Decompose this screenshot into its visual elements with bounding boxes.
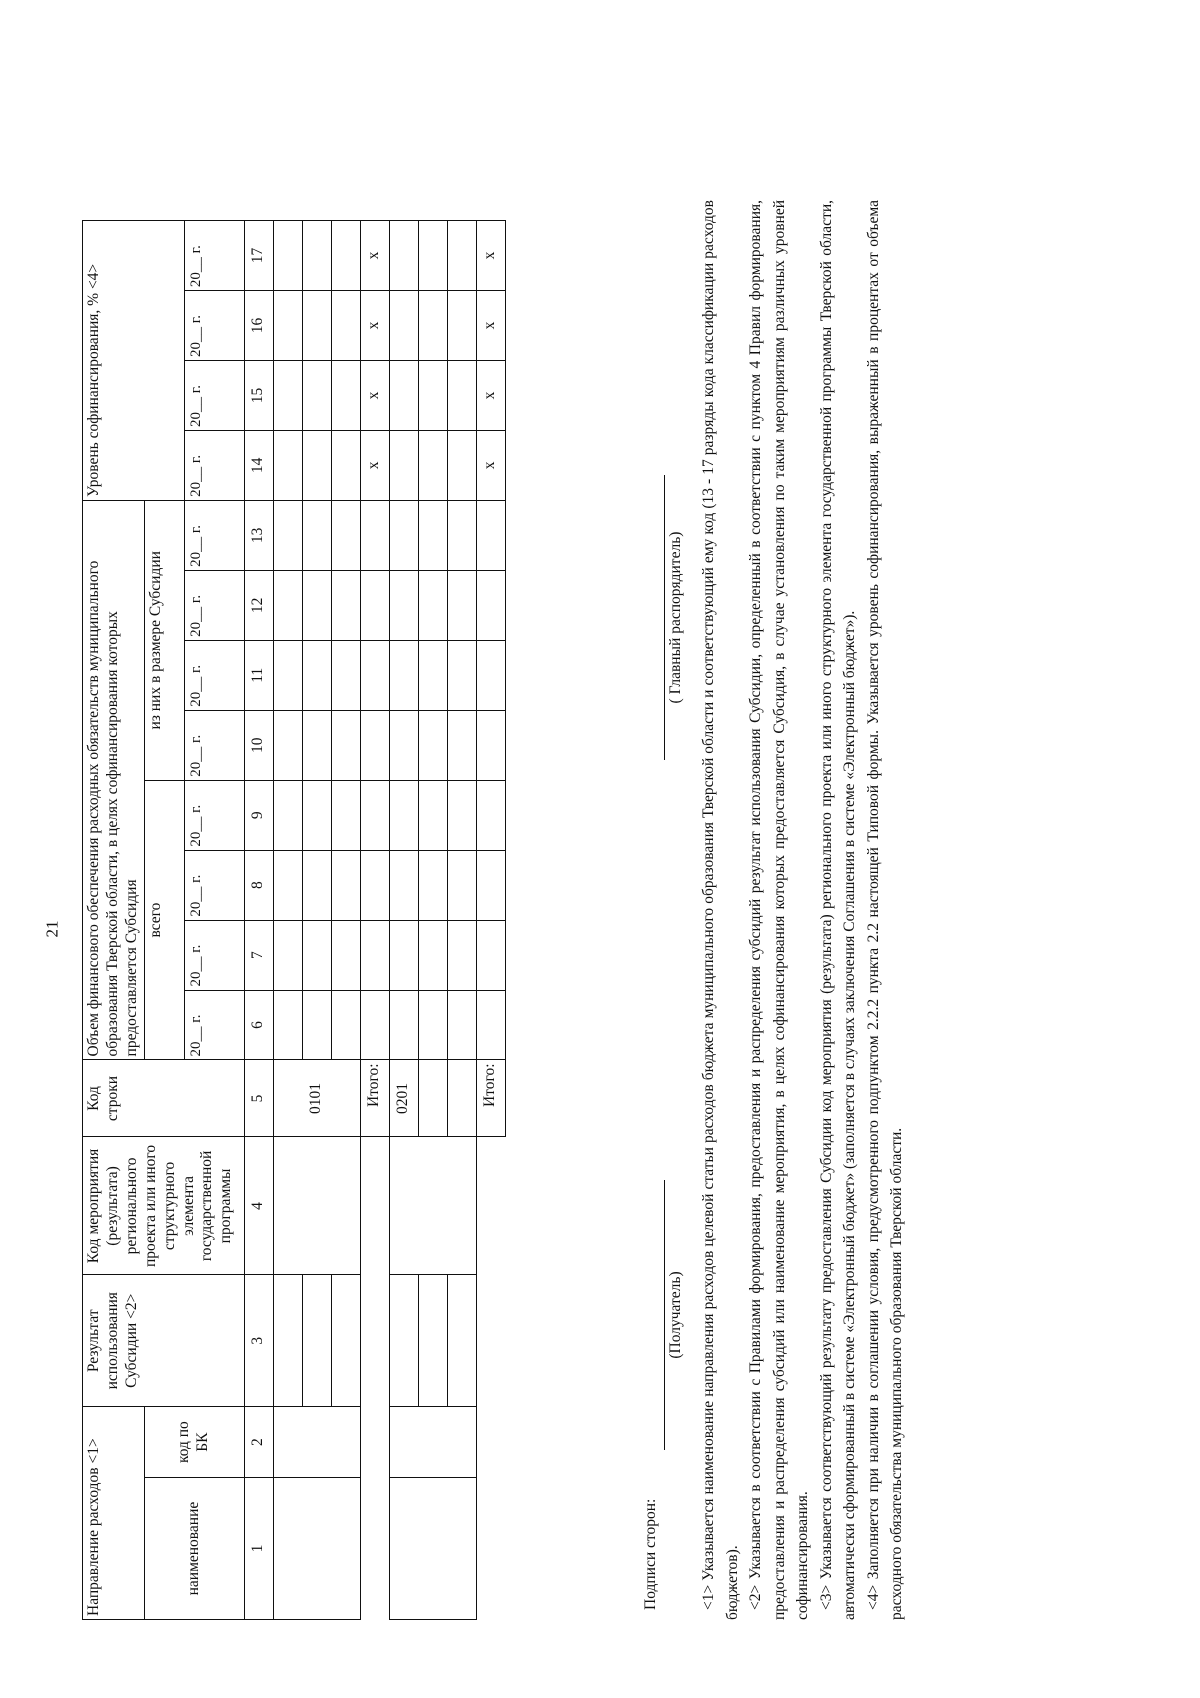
header-bk-code: код по БК — [144, 1407, 244, 1478]
cell — [302, 710, 331, 780]
cell — [302, 990, 331, 1060]
cell — [360, 920, 389, 990]
cell — [476, 570, 505, 640]
col-number: 6 — [244, 990, 273, 1060]
table-row — [389, 221, 418, 1620]
cell — [389, 291, 418, 361]
cell — [273, 430, 302, 500]
year-cell: 20__ г. — [184, 430, 244, 500]
cell — [389, 1275, 418, 1407]
cell — [418, 1060, 447, 1137]
col-number: 1 — [244, 1478, 273, 1620]
cell — [389, 1137, 476, 1275]
x-mark: x — [360, 221, 389, 291]
cell — [447, 1060, 476, 1137]
header-event-code — [83, 1137, 245, 1275]
footnote-4: <4> Заполняется при наличии в соглашении условия, предусмотренного подпунктом 2.2.2 пункта 2.2 настоящей Типовой формы. Указывается уровень софинансирования, выраженный в процентах от объема расходного обязательства муниципального образования Тверской области. — [864, 200, 906, 1620]
x-mark: x — [360, 430, 389, 500]
cell — [360, 780, 389, 850]
cell — [389, 850, 418, 920]
cell — [447, 710, 476, 780]
line-code-0201: 0201 — [389, 1060, 418, 1137]
header-event-code-text: Код мероприятия (результата) регионального проекта или иного структурного элемента государственной программы — [85, 1144, 235, 1268]
cell — [302, 361, 331, 431]
cell — [418, 430, 447, 500]
cell — [447, 430, 476, 500]
cell — [447, 780, 476, 850]
footnote-1: <1> Указывается наименование направления расходов целевой статьи расходов бюджета муниципального образования Тверской области и соответствующий ему код (13 - 17 разряды кода классификации расходов бюджетов). — [700, 200, 741, 1620]
cell — [389, 430, 418, 500]
cell — [302, 640, 331, 710]
cell — [360, 850, 389, 920]
x-mark: x — [360, 361, 389, 431]
cell — [302, 570, 331, 640]
cell — [389, 500, 418, 570]
year-cell: 20__ г. — [184, 640, 244, 710]
header-line-code: Код строки — [83, 1060, 245, 1137]
col-number: 5 — [244, 1060, 273, 1137]
cofinancing-table — [82, 220, 506, 1620]
cell — [302, 920, 331, 990]
cell — [476, 920, 505, 990]
cell — [418, 291, 447, 361]
col-number: 3 — [244, 1275, 273, 1407]
footnotes — [697, 200, 909, 1620]
year-cell: 20__ г. — [184, 221, 244, 291]
year-cell: 20__ г. — [184, 780, 244, 850]
cell — [331, 920, 360, 990]
header-direction: Направление расходов <1> — [83, 1407, 145, 1620]
footnote-3: <3> Указывается соответствующий результату предоставления Субсидии код мероприятия (результата) регионального проекта или иного структурного элемента государственной программы Тверской области, автоматически сформированный в системе «Электронный бюджет» (заполняется в случаях заключения Соглашения в системе «Электронный бюджет»). — [817, 200, 859, 1620]
cell — [360, 1137, 389, 1620]
year-cell: 20__ г. — [184, 710, 244, 780]
col-number: 2 — [244, 1407, 273, 1478]
cell — [389, 780, 418, 850]
cell — [389, 1478, 476, 1620]
cell — [476, 500, 505, 570]
header-subsidy-share: из них в размере Субсидии — [144, 500, 184, 780]
cell — [360, 990, 389, 1060]
header-cofinancing-level: Уровень софинансирования, % <4> — [83, 221, 185, 501]
cell — [273, 780, 302, 850]
cell — [418, 1275, 447, 1407]
cell — [447, 640, 476, 710]
footnote-2: <2> Указывается в соответствии с Правилами формирования, предоставления и распределения субсидий результат использования Субсидии, определенный в соответствии с пунктом 4 Правил формирования, предоставления и распределения субсидий или наименование мероприятия, в целях софинансирования которых предоставляется Субсидия, в случае установления по таким мероприятиям различных уровней софинансирования. — [747, 200, 812, 1620]
year-cell: 20__ г. — [184, 570, 244, 640]
cell — [447, 221, 476, 291]
cell — [302, 430, 331, 500]
cell — [302, 1275, 331, 1407]
cell — [418, 640, 447, 710]
cell — [476, 850, 505, 920]
col-number: 15 — [244, 361, 273, 431]
cell — [331, 780, 360, 850]
cell — [302, 850, 331, 920]
cell — [447, 850, 476, 920]
cell — [331, 640, 360, 710]
x-mark: x — [360, 291, 389, 361]
cell — [447, 500, 476, 570]
total-label: Итого: — [360, 1060, 389, 1137]
year-cell: 20__ г. — [184, 850, 244, 920]
year-cell: 20__ г. — [184, 361, 244, 431]
x-mark: x — [476, 361, 505, 431]
cell — [476, 1137, 505, 1620]
cell — [331, 500, 360, 570]
cell — [273, 1407, 360, 1478]
cell — [273, 990, 302, 1060]
cell — [331, 221, 360, 291]
col-number: 11 — [244, 640, 273, 710]
cell — [418, 221, 447, 291]
cell — [389, 570, 418, 640]
col-number: 16 — [244, 291, 273, 361]
cell — [447, 570, 476, 640]
cell — [418, 780, 447, 850]
x-mark: x — [476, 291, 505, 361]
cell — [360, 570, 389, 640]
cell — [273, 361, 302, 431]
cell — [418, 570, 447, 640]
cell — [447, 990, 476, 1060]
total-row — [360, 221, 389, 1620]
cell — [389, 920, 418, 990]
cell — [273, 920, 302, 990]
col-number: 17 — [244, 221, 273, 291]
cell — [360, 710, 389, 780]
year-cell: 20__ г. — [184, 920, 244, 990]
cell — [273, 1137, 360, 1275]
cell — [418, 361, 447, 431]
col-number: 9 — [244, 780, 273, 850]
cell — [331, 361, 360, 431]
col-number: 14 — [244, 430, 273, 500]
cell — [389, 1407, 476, 1478]
x-mark: x — [476, 430, 505, 500]
cell — [447, 1275, 476, 1407]
cell — [418, 920, 447, 990]
cell — [418, 710, 447, 780]
cell — [302, 291, 331, 361]
total-label: Итого: — [476, 1060, 505, 1137]
cell — [331, 990, 360, 1060]
cell — [331, 710, 360, 780]
total-row — [476, 221, 505, 1620]
cell — [360, 640, 389, 710]
page-number: 21 — [42, 920, 62, 938]
year-cell: 20__ г. — [184, 990, 244, 1060]
signatures-label: Подписи сторон: — [642, 1498, 659, 1610]
cell — [331, 570, 360, 640]
cell — [273, 291, 302, 361]
cell — [418, 850, 447, 920]
col-number: 4 — [244, 1137, 273, 1275]
cell — [389, 990, 418, 1060]
cell — [273, 710, 302, 780]
cell — [389, 361, 418, 431]
cell — [476, 710, 505, 780]
table-row — [273, 221, 302, 1620]
cell — [331, 430, 360, 500]
col-number: 7 — [244, 920, 273, 990]
cell — [273, 1478, 360, 1620]
cell — [331, 291, 360, 361]
year-cell: 20__ г. — [184, 291, 244, 361]
cell — [360, 500, 389, 570]
header-finance: Объем финансового обеспечения расходных обязательств муниципального образования Тверской области, в целях софинансирования которых предоставляется Субсидия — [83, 500, 145, 1060]
x-mark: x — [476, 221, 505, 291]
cell — [447, 920, 476, 990]
cell — [447, 291, 476, 361]
header-result: Результат использования Субсидии <2> — [83, 1275, 245, 1407]
year-cell: 20__ г. — [184, 500, 244, 570]
cell — [389, 640, 418, 710]
cell — [273, 500, 302, 570]
cell — [447, 361, 476, 431]
cell — [476, 640, 505, 710]
cell — [273, 570, 302, 640]
header-name: наименование — [144, 1478, 244, 1620]
cell — [476, 780, 505, 850]
cell — [331, 850, 360, 920]
cell — [302, 221, 331, 291]
cell — [302, 780, 331, 850]
recipient-signature-line: (Получатель) — [664, 1180, 685, 1450]
cell — [418, 500, 447, 570]
header-total: всего — [144, 780, 184, 1060]
cell — [273, 1275, 302, 1407]
col-number: 12 — [244, 570, 273, 640]
col-number: 8 — [244, 850, 273, 920]
cell — [389, 221, 418, 291]
cell — [476, 990, 505, 1060]
manager-signature-line: ( Главный распорядитель) — [664, 475, 685, 760]
cell — [418, 990, 447, 1060]
cell — [273, 221, 302, 291]
line-code-0101: 0101 — [273, 1060, 360, 1137]
cell — [389, 710, 418, 780]
cell — [331, 1275, 360, 1407]
cell — [273, 640, 302, 710]
cell — [273, 850, 302, 920]
col-number: 10 — [244, 710, 273, 780]
column-number-row — [244, 221, 273, 1620]
rotated-landscape-page — [82, 20, 1182, 1620]
cell — [302, 500, 331, 570]
col-number: 13 — [244, 500, 273, 570]
